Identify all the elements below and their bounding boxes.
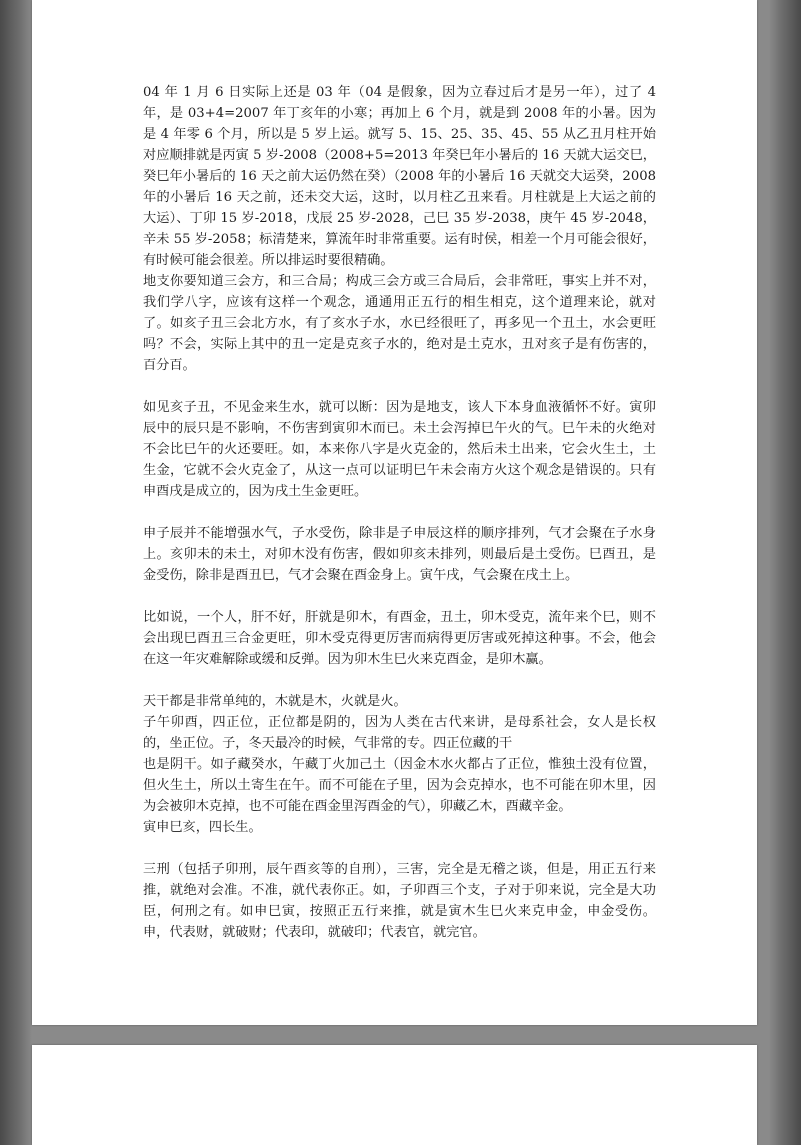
paragraph: 寅申巳亥，四长生。 [143,820,262,835]
paragraph: 天干都是非常单纯的，木就是木，火就是火。 [143,694,407,709]
paragraph: 子午卯酉，四正位，正位都是阴的，因为人类在古代来讲，是母系社会，女人是长权的，坐正位。子，冬天最冷的时候，气非常的专。四正位藏的干 [143,715,656,751]
next-document-page [32,1045,757,1145]
paragraph-spacer [143,376,656,397]
paragraph: 比如说，一个人，肝不好，肝就是卯木，有酉金，丑土，卯木受克，流年来个巳，则不会出现巳酉丑三合金更旺，卯木受克得更厉害而病得更厉害或死掉这种事。不会，他会在这一年灾难解除或缓和反弹。因为卯木生巳火来克酉金，是卯木赢。 [143,610,656,667]
paragraph: 04 年 1 月 6 日实际上还是 03 年（04 是假象，因为立春过后才是另一年），过了 4 年，是 03+4=2007 年丁亥年的小寒；再加上 6 个月，就是到 2008 年的小暑。因为是 4 年零 6 个月，所以是 5 岁上运。就写 5、15、25、35、45、55 从乙丑月柱开始对应顺排就是丙寅 5 岁-2008（2008+5=2013 年癸巳年小暑后的 16 天就大运交巳，癸巳年小暑后的 16 天之前大运仍然在癸）（2008 年的小暑后 16 天就交大运癸，2008 年的小暑后 16 天之前，还未交大运，这时，以月柱乙丑来看。月柱就是上大运之前的大运）、丁卯 15 岁-2018，戊辰 25 岁-2028，己巳 35 岁-2038，庚午 45 岁-2048，辛未 55 岁-2058；标清楚来，算流年时非常重要。运有时侯，相差一个月可能会很好，有时候可能会很差。所以排运时要很精确。 [143,85,656,268]
paragraph: 也是阴干。如子藏癸水，午藏丁火加己土（因金木水火都占了正位，惟独土没有位置，但火生土，所以土寄生在午。而不可能在子里，因为会克掉水，也不可能在卯木里，因为会被卯木克掉，也不可能在酉金里泻酉金的气），卯藏乙木，酉藏辛金。 [143,757,656,814]
paragraph: 如见亥子丑，不见金来生水，就可以断：因为是地支，该人下本身血液循怀不好。寅卯辰中的辰只是不影响，不伤害到寅卯木而已。未土会泻掉巳午火的气。巳午未的火绝对不会比巳午的火还要旺。如，本来你八字是火克金的，然后未土出来，它会火生土，土生金，它就不会火克金了，从这一点可以证明巳午未会南方火这个观念是错误的。只有申酉戌是成立的，因为戌土生金更旺。 [143,400,656,499]
paragraph: 地支你要知道三会方，和三合局；构成三会方或三合局后，会非常旺，事实上并不对，我们学八字，应该有这样一个观念，通通用正五行的相生相克，这个道理来论，就对了。如亥子丑三会北方水，有了亥水子水，水已经很旺了，再多见一个丑土，水会更旺吗？不会，实际上其中的丑一定是克亥子水的，绝对是土克水，丑对亥子是有伤害的，百分百。 [143,274,656,373]
paragraph: 申子辰并不能增强水气，子水受伤，除非是子申辰这样的顺序排列，气才会聚在子水身上。亥卯未的未土，对卯木没有伤害，假如卯亥未排列，则最后是土受伤。巳酉丑，是金受伤，除非是酉丑巳，气才会聚在酉金身上。寅午戌，气会聚在戌土上。 [143,526,656,583]
paragraph-spacer [143,586,656,607]
paragraph-spacer [143,502,656,523]
paragraph-spacer [143,670,656,691]
paragraph-spacer [143,838,656,859]
paragraph: 三刑（包括子卯刑，辰午酉亥等的自刑），三害，完全是无稽之谈，但是，用正五行来推，就绝对会准。不准，就代表你正。如，子卯酉三个支，子对于卯来说，完全是大功臣，何刑之有。如申巳寅，按照正五行来推，就是寅木生巳火来克申金，申金受伤。申，代表财，就破财；代表印，就破印；代表官，就完官。 [143,862,656,940]
page-text-body [143,82,656,943]
document-page [32,0,757,1025]
